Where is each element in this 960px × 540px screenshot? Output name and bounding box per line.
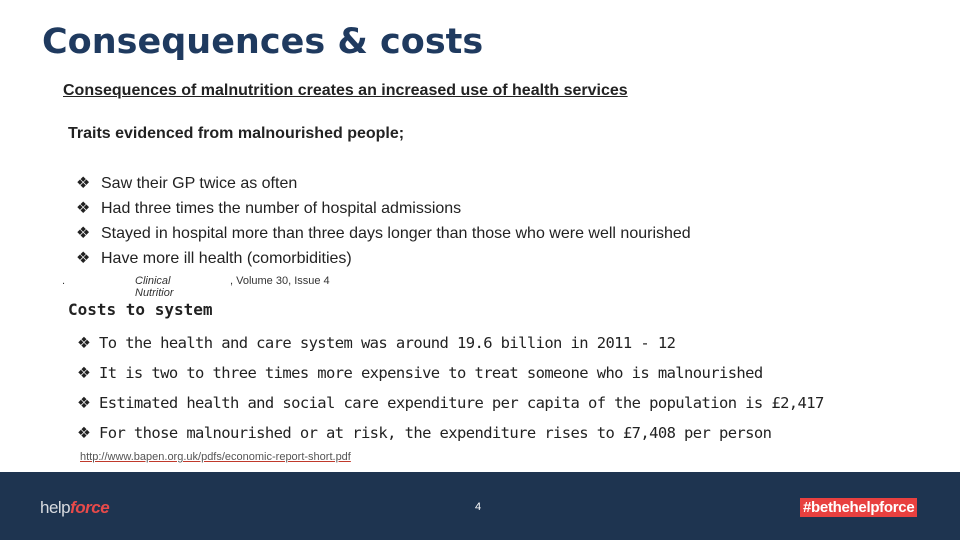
- source-link[interactable]: http://www.bapen.org.uk/pdfs/economic-report-short.pdf: [80, 451, 351, 463]
- page-number: 4: [475, 501, 482, 513]
- hashtag-badge: #bethehelpforce: [800, 498, 917, 517]
- diamond-bullet-icon: ❖: [77, 424, 91, 442]
- diamond-bullet-icon: ❖: [76, 200, 91, 217]
- slide-subtitle: Consequences of malnutrition creates an increased use of health services: [63, 82, 628, 99]
- trait-text: Have more ill health (comorbidities): [101, 250, 352, 267]
- footer-bar: [0, 472, 960, 540]
- logo-force-text: force: [70, 498, 110, 517]
- logo-help-text: help: [40, 498, 71, 517]
- diamond-bullet-icon: ❖: [77, 334, 91, 352]
- diamond-bullet-icon: ❖: [76, 250, 91, 267]
- helpforce-logo: [40, 498, 109, 518]
- costs-heading: Costs to system: [68, 300, 213, 319]
- cost-text: It is two to three times more expensive to treat someone who is malnourished: [99, 364, 763, 382]
- trait-text: Saw their GP twice as often: [101, 175, 298, 192]
- citation-dot: .: [62, 275, 66, 287]
- citation-volume: , Volume 30, Issue 4: [230, 275, 330, 287]
- citation-journal: Clinical Nutritior: [135, 275, 174, 299]
- diamond-bullet-icon: ❖: [76, 175, 91, 192]
- trait-text: Stayed in hospital more than three days longer than those who were well nourished: [101, 225, 691, 242]
- cost-text: For those malnourished or at risk, the expenditure rises to £7,408 per person: [99, 424, 772, 442]
- diamond-bullet-icon: ❖: [77, 364, 91, 382]
- cost-text: Estimated health and social care expenditure per capita of the population is £2,417: [99, 394, 824, 412]
- trait-text: Had three times the number of hospital admissions: [101, 200, 462, 217]
- slide-title: Consequences & costs: [42, 22, 484, 62]
- cost-text: To the health and care system was around 19.6 billion in 2011 - 12: [99, 334, 676, 352]
- diamond-bullet-icon: ❖: [76, 225, 91, 242]
- diamond-bullet-icon: ❖: [77, 394, 91, 412]
- traits-heading: Traits evidenced from malnourished people;: [68, 125, 405, 142]
